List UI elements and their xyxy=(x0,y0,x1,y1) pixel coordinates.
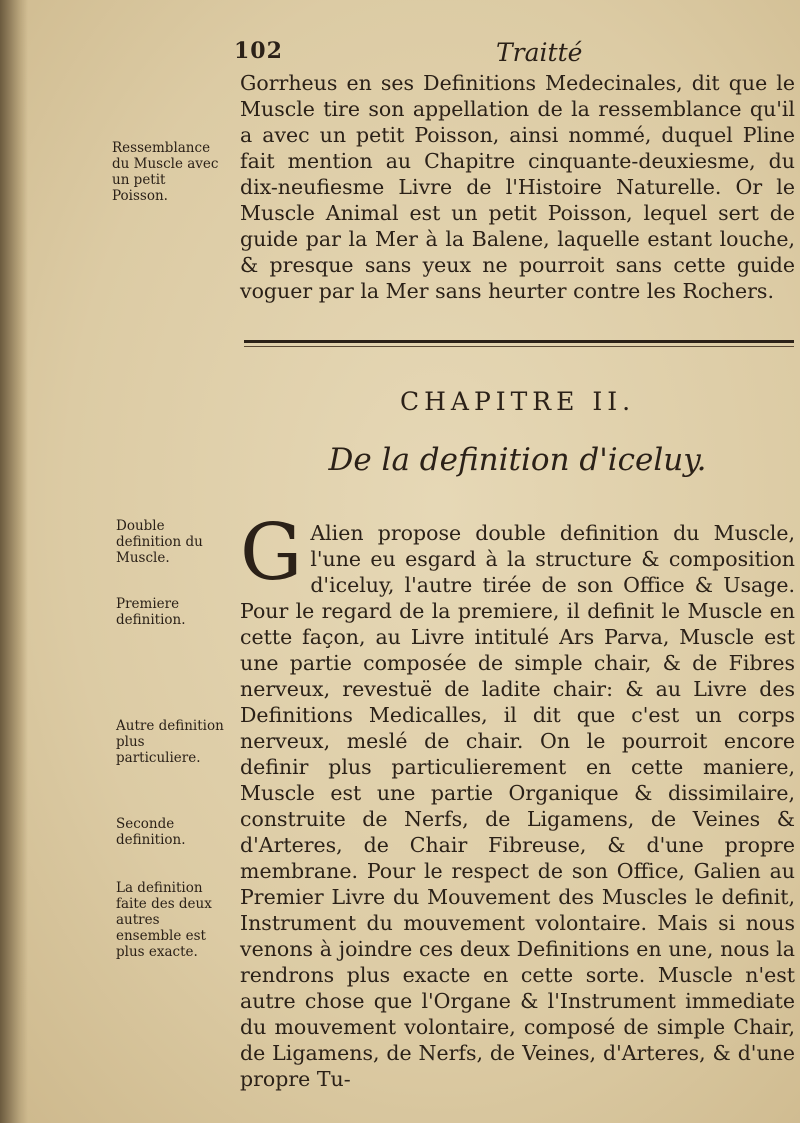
intro-paragraph xyxy=(240,70,795,304)
body-text: Alien propose double definition du Muscle, l'une eu esgard à la structure & composition d'iceluy, l'autre tirée de son Office & Usage. Pour le regard de la premiere, il definit le Muscle en cette façon, au Livre intitulé Ars Parva, Muscle est une partie composée de simple chair, & de Fibres nerveux, revestuë de ladite chair: & au Livre des Definitions Medicalles, il dit que c'est un corps nerveux, meslé de chair. On le pourroit encore definir plus particulierement en cette maniere, Muscle est une partie Organique & dissimilaire, construite de Nerfs, de Ligamens, de Veines & d'Arteres, de Chair Fibreuse, & d'une propre membrane. Pour le respect de son Office, Galien au Premier Livre du Mouvement des Muscles le definit, Instrument du mouvement volontaire. Mais si nous venons à joindre ces deux Definitions en une, nous la rendrons plus exacte en cette sorte. Muscle n'est autre chose que l'Organe & l'Instrument immediate du mouvement volontaire, composé de simple Chair, de Ligamens, de Nerfs, de Veines, d'Arteres, & d'une propre Tu- xyxy=(240,521,795,1091)
chapter-heading: CHAPITRE II. xyxy=(399,387,636,416)
chapter-body xyxy=(240,508,795,1092)
margin-note-ressemblance: Ressemblance du Muscle avec un petit Poisson. xyxy=(112,140,219,204)
page-number: 102 xyxy=(234,38,283,64)
margin-note-double-definition: Double definition du Muscle. xyxy=(116,518,203,566)
page-header xyxy=(0,38,800,68)
margin-note-premiere-definition: Premiere definition. xyxy=(116,596,186,628)
page-gutter xyxy=(0,0,28,1123)
intro-text: Gorrheus en ses Definitions Medecinales, dit que le Muscle tire son appellation de la ressemblance qu'il a avec un petit Poisson, ainsi nommé, duquel Pline fait mention au Chapitre cinquante-deuxiesme, du dix-neufiesme Livre de l'Histoire Naturelle. Or le Muscle Animal est un petit Poisson, lequel sert de guide par la Mer à la Balene, laquelle estant louche, & presque sans yeux ne pourroit sans cette guide voguer par la Mer sans heurter contre les Rochers. xyxy=(240,71,795,303)
running-head: Traitté xyxy=(496,38,583,67)
section-rule-thin xyxy=(244,346,794,347)
section-rule xyxy=(244,340,794,343)
body-paragraph xyxy=(240,508,795,1092)
drop-cap: G xyxy=(240,508,303,598)
margin-note-seconde-definition: Seconde definition. xyxy=(116,816,186,848)
chapter-subtitle: De la definition d'iceluy. xyxy=(328,442,707,478)
margin-note-autre-definition: Autre definition plus particuliere. xyxy=(116,718,224,766)
margin-note-definition-exacte: La definition faite des deux autres ensemble est plus exacte. xyxy=(116,880,212,960)
